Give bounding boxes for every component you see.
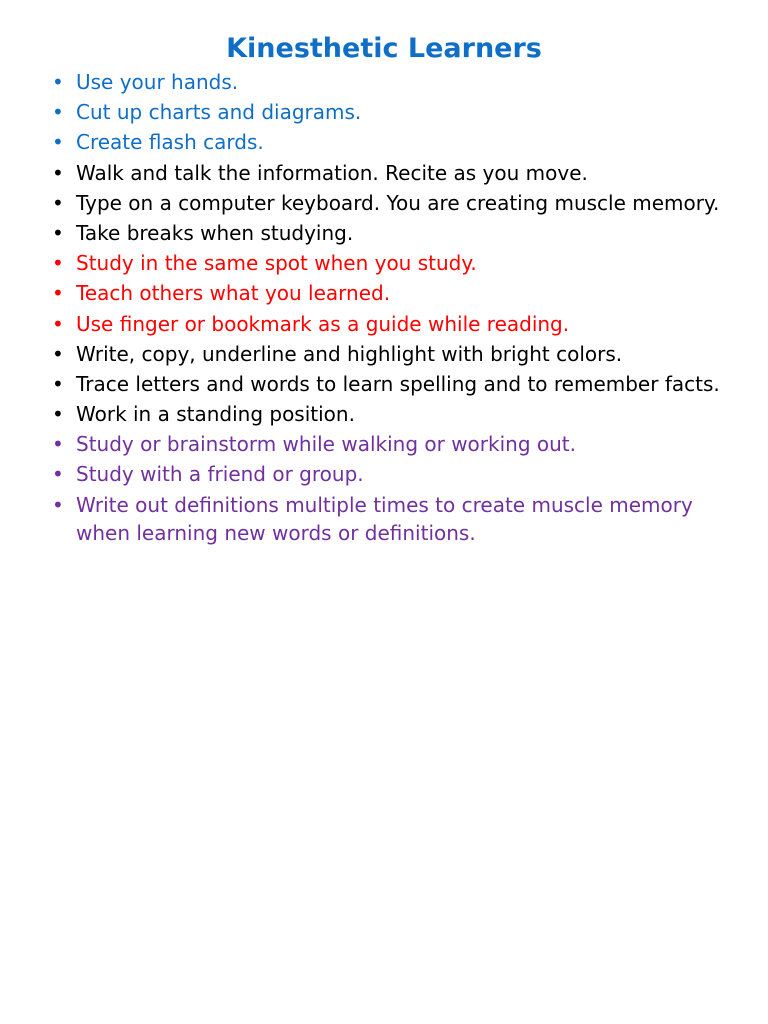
list-item-text: Walk and talk the information. Recite as you move. xyxy=(76,160,588,185)
list-item xyxy=(0,159,768,188)
list-item-text: Use your hands. xyxy=(76,70,239,94)
bullet-dot-icon: • xyxy=(52,130,64,155)
list-item-text: Use finger or bookmark as a guide while reading. xyxy=(76,311,570,336)
list-item xyxy=(0,98,768,127)
list-item xyxy=(0,219,768,248)
bullet-dot-icon: • xyxy=(52,492,64,517)
list-item xyxy=(0,430,768,459)
list-item xyxy=(0,340,768,369)
bullet-dot-icon: • xyxy=(52,371,64,396)
list-item xyxy=(0,189,768,218)
list-item xyxy=(0,68,768,97)
bullet-dot-icon: • xyxy=(52,281,64,306)
bullet-list xyxy=(0,68,768,549)
list-item-text: Cut up charts and diagrams. xyxy=(76,100,362,125)
bullet-dot-icon: • xyxy=(52,251,64,276)
list-item-text: Work in a standing position. xyxy=(76,402,355,427)
list-item-text: Study or brainstorm while walking or working out. xyxy=(76,432,576,457)
list-item-text: Study with a friend or group. xyxy=(76,462,364,487)
bullet-dot-icon: • xyxy=(52,220,64,245)
bullet-dot-icon: • xyxy=(52,160,64,185)
list-item xyxy=(0,249,768,278)
list-item-text: Study in the same spot when you study. xyxy=(76,251,477,276)
list-item xyxy=(0,400,768,429)
bullet-dot-icon: • xyxy=(52,311,64,336)
list-item-text: Write out definitions multiple times to create muscle memory when learning new words or definitions. xyxy=(76,492,693,546)
bullet-dot-icon: • xyxy=(52,190,64,215)
bullet-dot-icon: • xyxy=(52,70,64,94)
list-item-text: Type on a computer keyboard. You are creating muscle memory. xyxy=(76,190,720,215)
list-item xyxy=(0,491,768,548)
list-item xyxy=(0,370,768,399)
bullet-dot-icon: • xyxy=(52,100,64,125)
list-item-text: Trace letters and words to learn spelling and to remember facts. xyxy=(76,371,720,396)
list-item-text: Write, copy, underline and highlight with bright colors. xyxy=(76,341,623,366)
bullet-dot-icon: • xyxy=(52,462,64,487)
list-item-text: Take breaks when studying. xyxy=(76,220,354,245)
bullet-dot-icon: • xyxy=(52,341,64,366)
list-item-text: Teach others what you learned. xyxy=(76,281,391,306)
list-item-text: Create flash cards. xyxy=(76,130,264,155)
list-item xyxy=(0,128,768,157)
list-item xyxy=(0,460,768,489)
bullet-dot-icon: • xyxy=(52,402,64,427)
bullet-dot-icon: • xyxy=(52,432,64,457)
list-item xyxy=(0,279,768,308)
page-title: Kinesthetic Learners xyxy=(226,33,542,64)
list-item xyxy=(0,310,768,339)
